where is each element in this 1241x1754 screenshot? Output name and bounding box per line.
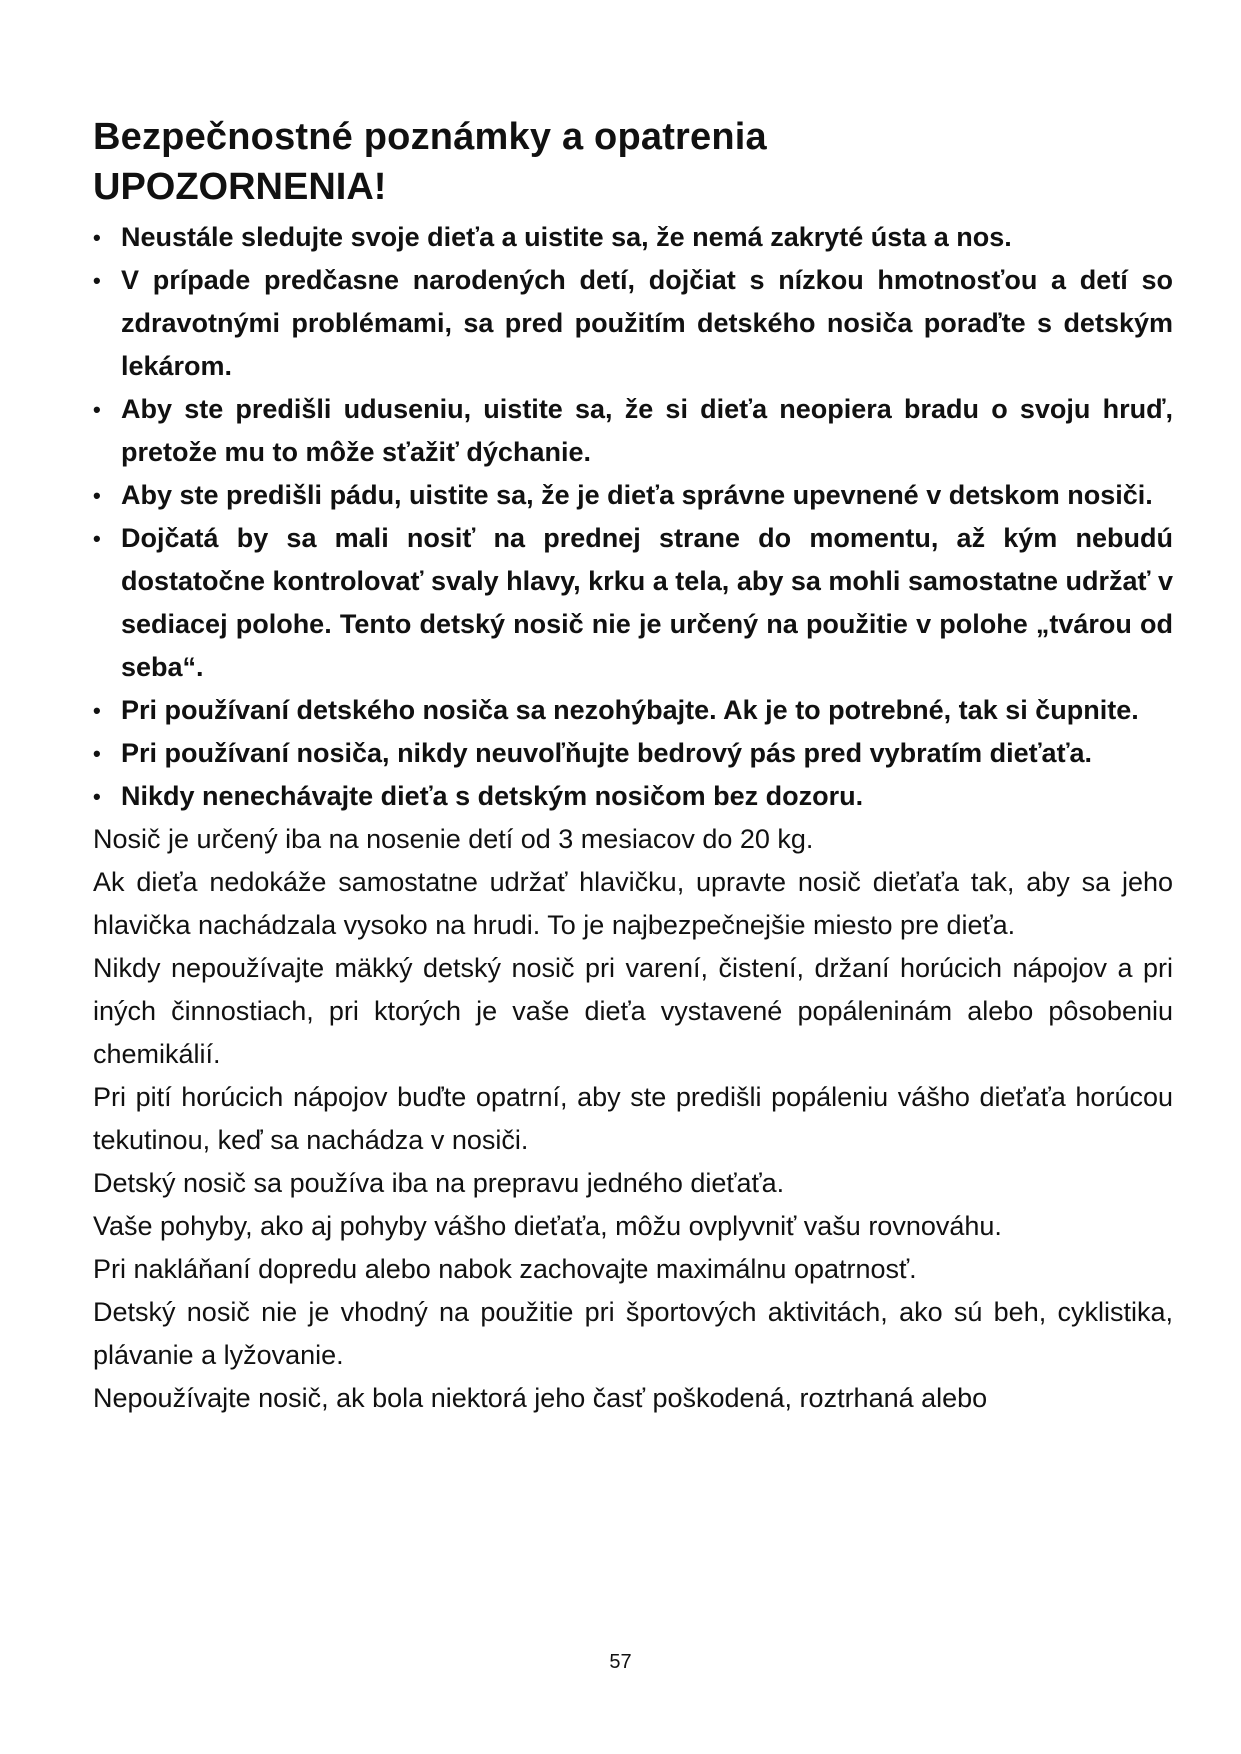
warning-text: V prípade predčasne narodených detí, dojčiat s nízkou hmotnosťou a detí so zdravotnými problémami, sa pred použitím detského nosiča poraďte s detským lekárom. — [121, 265, 1173, 381]
bullet-icon: • — [93, 741, 101, 766]
body-paragraph: Detský nosič nie je vhodný na použitie pri športových aktivitách, ako sú beh, cyklistika, plávanie a lyžovanie. — [93, 1297, 1173, 1370]
body-paragraph: Nikdy nepoužívajte mäkký detský nosič pri varení, čistení, držaní horúcich nápojov a pri iných činnostiach, pri ktorých je vaše dieťa vystavené popáleninám alebo pôsobeniu chemikálií. — [93, 953, 1173, 1069]
bullet-icon: • — [93, 784, 101, 809]
warning-item — [93, 474, 1173, 517]
body-paragraph: Pri pití horúcich nápojov buďte opatrní, aby ste predišli popáleniu vášho dieťaťa horúcou tekutinou, keď sa nachádza v nosiči. — [93, 1082, 1173, 1155]
bullet-icon: • — [93, 397, 101, 422]
warning-item — [93, 689, 1173, 732]
bullet-icon: • — [93, 483, 101, 508]
warning-item — [93, 517, 1173, 689]
warning-item — [93, 259, 1173, 388]
body-paragraph: Nepoužívajte nosič, ak bola niektorá jeho časť poškodená, roztrhaná alebo — [93, 1383, 988, 1413]
warning-text: Pri používaní nosiča, nikdy neuvoľňujte bedrový pás pred vybratím dieťaťa. — [121, 738, 1093, 768]
warning-text: Neustále sledujte svoje dieťa a uistite sa, že nemá zakryté ústa a nos. — [121, 222, 1012, 252]
warning-text: Aby ste predišli pádu, uistite sa, že je dieťa správne upevnené v detskom nosiči. — [121, 480, 1153, 510]
warning-item — [93, 216, 1173, 259]
warning-item — [93, 388, 1173, 474]
bullet-icon: • — [93, 225, 101, 250]
warnings-list — [93, 216, 1173, 818]
warning-text: Nikdy nenechávajte dieťa s detským nosičom bez dozoru. — [121, 781, 864, 811]
page-number: 57 — [609, 1651, 632, 1673]
bullet-icon: • — [93, 698, 101, 723]
page-title: Bezpečnostné poznámky a opatrenia — [93, 116, 767, 158]
warnings-title: UPOZORNENIA! — [93, 166, 387, 208]
bullet-icon: • — [93, 526, 101, 551]
body-paragraph: Nosič je určený iba na nosenie detí od 3 mesiacov do 20 kg. — [93, 824, 814, 854]
body-paragraph: Vaše pohyby, ako aj pohyby vášho dieťaťa, môžu ovplyvniť vašu rovnováhu. — [93, 1211, 1002, 1241]
body-paragraph: Ak dieťa nedokáže samostatne udržať hlavičku, upravte nosič dieťaťa tak, aby sa jeho hlavička nachádzala vysoko na hrudi. To je najbezpečnejšie miesto pre dieťa. — [93, 867, 1173, 940]
body-paragraph: Detský nosič sa používa iba na prepravu jedného dieťaťa. — [93, 1168, 785, 1198]
warning-item — [93, 775, 1173, 818]
body-paragraph: Pri nakláňaní dopredu alebo nabok zachovajte maximálnu opatrnosť. — [93, 1254, 917, 1284]
warning-item — [93, 732, 1173, 775]
document-page — [93, 112, 1173, 1420]
warning-text: Aby ste predišli uduseniu, uistite sa, že si dieťa neopiera bradu o svoju hruď, pretože mu to môže sťažiť dýchanie. — [121, 394, 1173, 467]
warning-text: Dojčatá by sa mali nosiť na prednej strane do momentu, až kým nebudú dostatočne kontrolovať svaly hlavy, krku a tela, aby sa mohli samostatne udržať v sediacej polohe. Tento detský nosič nie je určený na použitie v polohe „tvárou od seba“. — [121, 523, 1173, 682]
bullet-icon: • — [93, 268, 101, 293]
warning-text: Pri používaní detského nosiča sa nezohýbajte. Ak je to potrebné, tak si čupnite. — [121, 695, 1139, 725]
